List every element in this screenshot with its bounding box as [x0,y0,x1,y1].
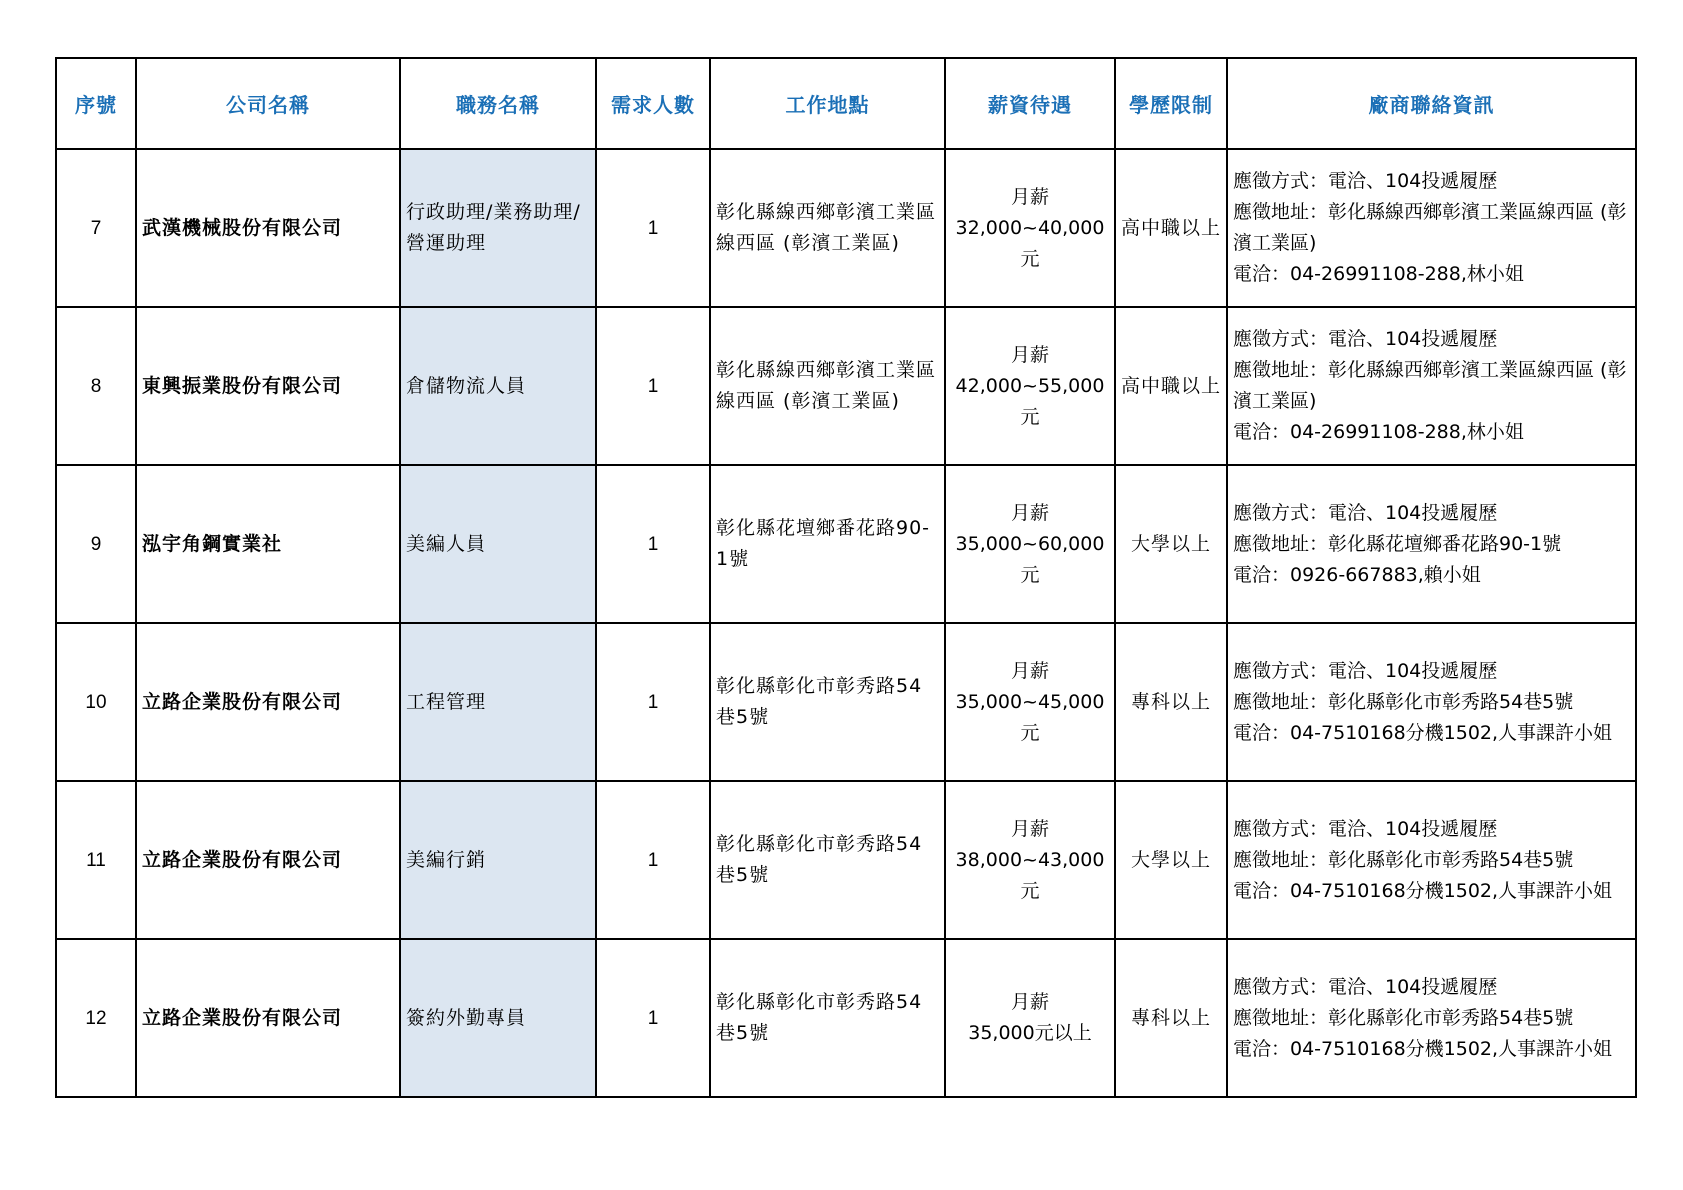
table-row [56,307,1636,465]
headcount: 1 [596,307,710,465]
education-requirement: 高中職以上 [1115,149,1227,307]
salary-value: 35,000元以上 [968,1022,1092,1044]
contact-address: 應徵地址：彰化縣彰化市彰秀路54巷5號 [1233,848,1574,871]
row-number: 11 [56,781,136,939]
job-listings-table [55,57,1637,1098]
row-number: 8 [56,307,136,465]
table-header [56,58,1636,149]
company-name: 泓宇角鋼實業社 [136,465,400,623]
education-requirement: 專科以上 [1115,623,1227,781]
contact-phone: 電洽：04-7510168分機1502,人事課許小姐 [1233,721,1613,744]
table-row [56,939,1636,1097]
work-location: 彰化縣花壇鄉番花路90-1號 [710,465,945,623]
work-location: 彰化縣線西鄉彰濱工業區線西區 (彰濱工業區) [710,149,945,307]
header-count: 需求人數 [596,58,710,149]
salary-value: 35,000~60,000元 [955,532,1105,586]
row-number: 9 [56,465,136,623]
education-requirement: 高中職以上 [1115,307,1227,465]
contact-phone: 電洽：04-7510168分機1502,人事課許小姐 [1233,1037,1613,1060]
table-row [56,623,1636,781]
salary-cell [945,939,1115,1097]
header-no: 序號 [56,58,136,149]
contact-cell [1227,623,1636,781]
contact-method: 應徵方式：電洽、104投遞履歷 [1233,975,1498,998]
salary-cell [945,149,1115,307]
salary-cell [945,307,1115,465]
company-name: 立路企業股份有限公司 [136,939,400,1097]
contact-address: 應徵地址：彰化縣彰化市彰秀路54巷5號 [1233,690,1574,713]
headcount: 1 [596,939,710,1097]
contact-phone: 電洽：04-26991108-288,林小姐 [1233,263,1524,285]
table-row [56,149,1636,307]
contact-phone: 電洽：04-26991108-288,林小姐 [1233,421,1524,443]
job-title: 行政助理/業務助理/營運助理 [400,149,596,307]
header-company: 公司名稱 [136,58,400,149]
headcount: 1 [596,623,710,781]
contact-method: 應徵方式：電洽、104投遞履歷 [1233,501,1498,524]
company-name: 立路企業股份有限公司 [136,781,400,939]
work-location: 彰化縣彰化市彰秀路54巷5號 [710,623,945,781]
row-number: 12 [56,939,136,1097]
contact-address: 應徵地址：彰化縣花壇鄉番花路90-1號 [1233,532,1562,555]
contact-address: 應徵地址：彰化縣線西鄉彰濱工業區線西區 (彰濱工業區) [1233,201,1627,254]
header-row [56,58,1636,149]
header-education: 學歷限制 [1115,58,1227,149]
table-row [56,781,1636,939]
contact-phone: 電洽：0926-667883,賴小姐 [1233,563,1481,586]
salary-label: 月薪 [1010,991,1049,1013]
contact-method: 應徵方式：電洽、104投遞履歷 [1233,328,1498,350]
row-number: 7 [56,149,136,307]
header-salary: 薪資待遇 [945,58,1115,149]
salary-label: 月薪 [1010,501,1049,524]
contact-cell [1227,465,1636,623]
job-title: 美編行銷 [400,781,596,939]
company-name: 立路企業股份有限公司 [136,623,400,781]
job-title: 簽約外勤專員 [400,939,596,1097]
company-name: 武漢機械股份有限公司 [136,149,400,307]
salary-label: 月薪 [1010,185,1049,208]
salary-label: 月薪 [1010,817,1049,840]
work-location: 彰化縣彰化市彰秀路54巷5號 [710,939,945,1097]
salary-cell [945,781,1115,939]
contact-cell [1227,781,1636,939]
company-name: 東興振業股份有限公司 [136,307,400,465]
contact-method: 應徵方式：電洽、104投遞履歷 [1233,170,1498,192]
contact-cell [1227,939,1636,1097]
education-requirement: 大學以上 [1115,781,1227,939]
row-number: 10 [56,623,136,781]
table-row [56,465,1636,623]
table-body [56,149,1636,1097]
salary-cell [945,465,1115,623]
contact-method: 應徵方式：電洽、104投遞履歷 [1233,817,1498,840]
salary-value: 42,000~55,000元 [955,374,1105,428]
contact-method: 應徵方式：電洽、104投遞履歷 [1233,659,1498,682]
work-location: 彰化縣彰化市彰秀路54巷5號 [710,781,945,939]
contact-address: 應徵地址：彰化縣彰化市彰秀路54巷5號 [1233,1006,1574,1029]
contact-address: 應徵地址：彰化縣線西鄉彰濱工業區線西區 (彰濱工業區) [1233,359,1627,412]
headcount: 1 [596,465,710,623]
work-location: 彰化縣線西鄉彰濱工業區線西區 (彰濱工業區) [710,307,945,465]
headcount: 1 [596,149,710,307]
contact-cell [1227,149,1636,307]
header-contact: 廠商聯絡資訊 [1227,58,1636,149]
salary-value: 32,000~40,000元 [955,216,1105,270]
education-requirement: 專科以上 [1115,939,1227,1097]
contact-phone: 電洽：04-7510168分機1502,人事課許小姐 [1233,879,1613,902]
job-title: 工程管理 [400,623,596,781]
salary-value: 35,000~45,000元 [955,690,1105,744]
header-location: 工作地點 [710,58,945,149]
salary-label: 月薪 [1010,343,1049,366]
header-job: 職務名稱 [400,58,596,149]
contact-cell [1227,307,1636,465]
education-requirement: 大學以上 [1115,465,1227,623]
job-title: 倉儲物流人員 [400,307,596,465]
salary-cell [945,623,1115,781]
salary-value: 38,000~43,000元 [955,848,1105,902]
job-title: 美編人員 [400,465,596,623]
salary-label: 月薪 [1010,659,1049,682]
headcount: 1 [596,781,710,939]
